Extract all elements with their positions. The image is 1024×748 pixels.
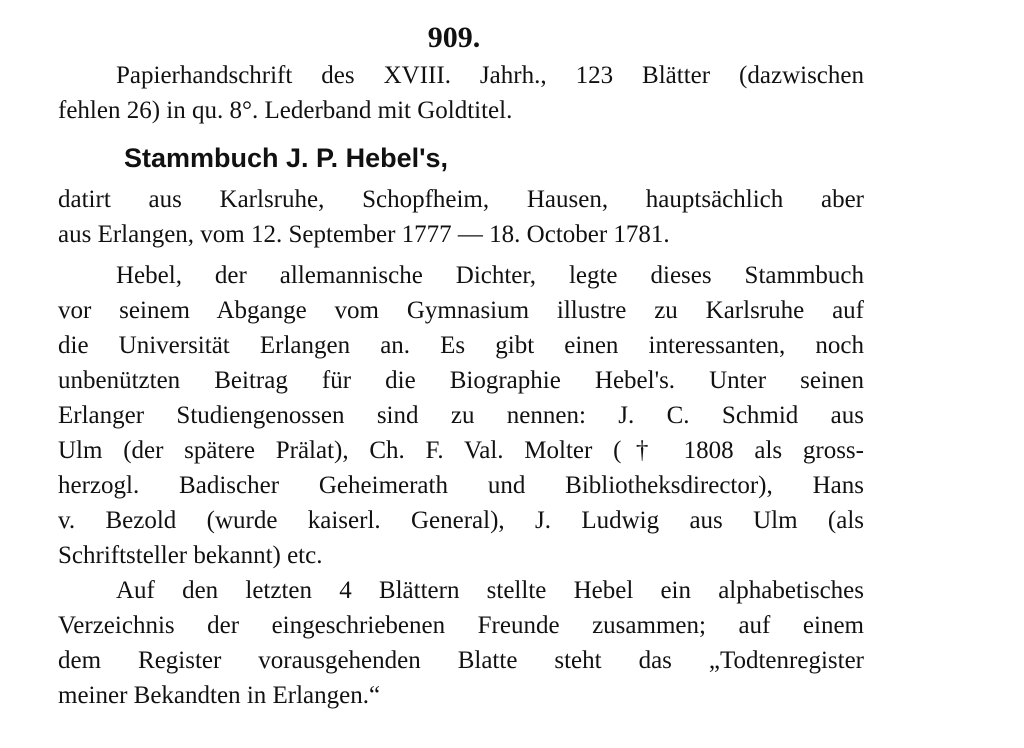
text-line: vor seinem Abgange vom Gymnasium illustre zu Karlsruhe auf [58, 297, 864, 324]
text-line: datirt aus Karlsruhe, Schopfheim, Hausen, hauptsächlich aber [58, 186, 864, 213]
entry-title: Stammbuch J. P. Hebel's, [124, 143, 449, 173]
paragraph-hebel-biography [58, 258, 864, 573]
dating-statement [58, 182, 864, 252]
document-page [58, 18, 864, 713]
text-line: die Universität Erlangen an. Es gibt einen interessanten, noch [58, 332, 864, 359]
text-line: herzogl. Badischer Geheimerath und Bibliotheksdirector), Hans [58, 472, 864, 499]
text-line: v. Bezold (wurde kaiserl. General), J. Ludwig aus Ulm (als [58, 507, 864, 534]
text-line: Hebel, der allemannische Dichter, legte dieses Stammbuch [116, 262, 864, 289]
text-line: Ulm (der spätere Prälat), Ch. F. Val. Molter († 1808 als gross- [58, 437, 864, 464]
text-line: Verzeichnis der eingeschriebenen Freunde zusammen; auf einem [58, 612, 864, 639]
text-line: meiner Bekandten in Erlangen.“ [58, 682, 381, 709]
text-line: aus Erlangen, vom 12. September 1777 — 18. October 1781. [58, 221, 670, 248]
text-line: Erlanger Studiengenossen sind zu nennen: J. C. Schmid aus [58, 402, 864, 429]
text-line: dem Register vorausgehenden Blatte steht das „Todtenregister [58, 647, 864, 674]
page-number: 909. [427, 21, 481, 54]
text-line: fehlen 26) in qu. 8°. Lederband mit Goldtitel. [58, 97, 513, 124]
text-line: unbenützten Beitrag für die Biographie Hebel's. Unter seinen [58, 367, 864, 394]
manuscript-description [58, 58, 864, 128]
text-line: Schriftsteller bekannt) etc. [58, 542, 323, 569]
paragraph-register [58, 573, 864, 713]
text-line: Auf den letzten 4 Blättern stellte Hebel ein alphabetisches [116, 577, 864, 604]
text-line: Papierhandschrift des XVIII. Jahrh., 123 Blätter (dazwischen [116, 62, 864, 89]
